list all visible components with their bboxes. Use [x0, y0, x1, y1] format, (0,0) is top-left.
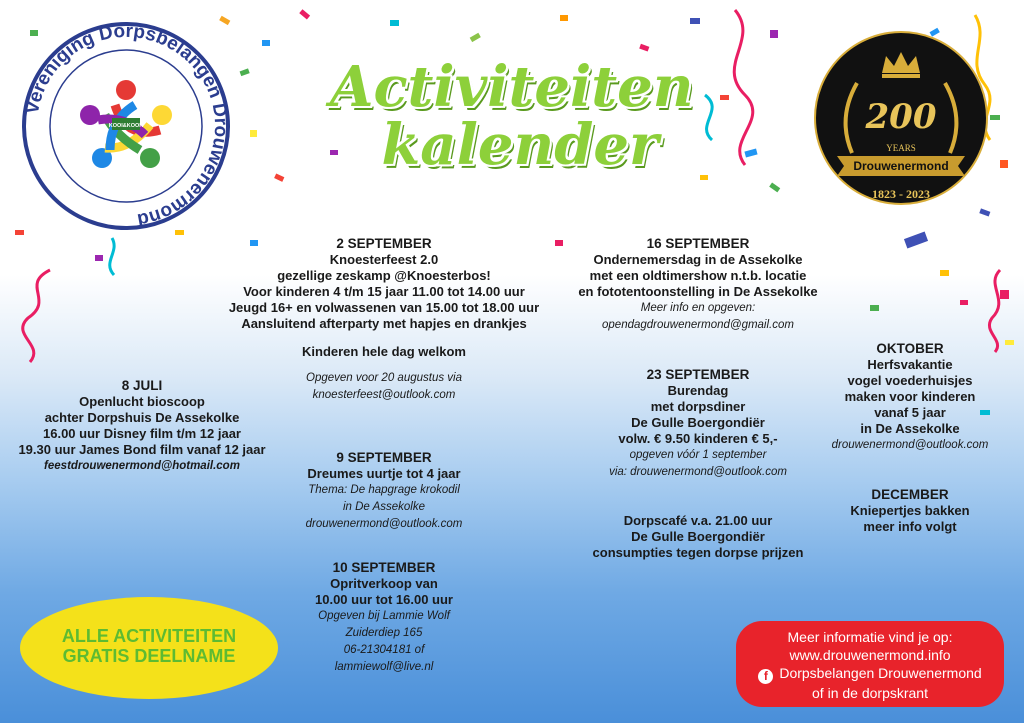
- sep9-location: in De Assekolke: [342, 501, 426, 513]
- info-line-1: Meer informatie vind je op:: [787, 629, 953, 645]
- anniversary-number: 200: [865, 97, 937, 137]
- sep2-heading: 2 SEPTEMBER: [336, 236, 432, 251]
- sep10-italic: Opgeven bij Lammie Wolf: [318, 610, 450, 622]
- cafe-line: consumpties tegen dorpse prijzen: [592, 545, 804, 560]
- july-line: Openlucht bioscoop: [79, 394, 205, 409]
- event-sep10: [262, 560, 506, 676]
- october-line: in De Assekolke: [860, 421, 960, 436]
- october-line: vanaf 5 jaar: [874, 405, 946, 420]
- sep10-italic: 06-21304181 of: [343, 644, 425, 656]
- sep2-note: Kinderen hele dag welkom: [302, 344, 466, 359]
- sep10-heading: 10 SEPTEMBER: [332, 560, 436, 575]
- sep9-theme: Thema: De hapgrage krokodil: [308, 484, 460, 496]
- sep9-line: Dreumes uurtje tot 4 jaar: [307, 466, 461, 481]
- dorpsbelangen-logo: [20, 20, 232, 232]
- streamer-left-cyan: [110, 238, 114, 275]
- july-email[interactable]: feestdrouwenermond@hotmail.com: [44, 460, 240, 472]
- anniversary-name: Drouwenermond: [853, 159, 949, 173]
- streamer-cyan: [705, 95, 712, 140]
- sep10-email[interactable]: lammiewolf@live.nl: [334, 661, 434, 673]
- streamer-left-pink: [23, 270, 50, 362]
- sep16-email[interactable]: opendagdrouwenermond@gmail.com: [602, 319, 794, 331]
- free-participation-badge: [20, 597, 278, 699]
- title-line-1: Activiteiten: [330, 54, 694, 120]
- july-line: 19.30 uur James Bond film vanaf 12 jaar: [18, 442, 266, 457]
- sep10-line: 10.00 uur tot 16.00 uur: [315, 592, 453, 607]
- sep2-signup: Opgeven voor 20 augustus via: [306, 372, 462, 384]
- december-line: Kniepertjes bakken: [850, 503, 970, 518]
- october-heading: OKTOBER: [876, 341, 944, 356]
- sep10-line: Opritverkoop van: [330, 576, 438, 591]
- logo-ring-text: Vereniging Dorpsbelangen Drouwenermond: [21, 20, 232, 231]
- event-sep2: [212, 236, 556, 404]
- sep23-heading: 23 SEPTEMBER: [646, 367, 750, 382]
- december-heading: DECEMBER: [871, 487, 949, 502]
- more-info-box: [736, 621, 1004, 707]
- website-link[interactable]: www.drouwenermond.info: [789, 647, 951, 663]
- anniversary-years: YEARS: [886, 143, 916, 153]
- facebook-link[interactable]: [736, 664, 1004, 684]
- page-title: [330, 54, 694, 178]
- cafe-line: Dorpscafé v.a. 21.00 uur: [623, 513, 773, 528]
- sep16-line: met een oldtimershow n.t.b. locatie: [589, 268, 807, 283]
- sep23-line: met dorpsdiner: [650, 399, 746, 414]
- sep2-line: Knoesterfeest 2.0: [329, 252, 439, 267]
- july-line: 16.00 uur Disney film t/m 12 jaar: [43, 426, 241, 441]
- info-line-4: of in de dorpskrant: [812, 685, 928, 701]
- december-line: meer info volgt: [863, 519, 957, 534]
- sep2-line: Voor kinderen 4 t/m 15 jaar 11.00 tot 14.00 uur: [243, 284, 525, 299]
- facebook-label: Dorpsbelangen Drouwenermond: [779, 665, 982, 681]
- event-december: [810, 487, 1010, 535]
- sep2-line: Aansluitend afterparty met hapjes en drankjes: [241, 316, 527, 331]
- july-line: achter Dorpshuis De Assekolke: [44, 410, 240, 425]
- free-line-2: GRATIS DEELNAME: [62, 646, 236, 666]
- title-line-2: kalender: [381, 112, 659, 178]
- event-cafe: [568, 513, 828, 561]
- sep16-info: Meer info en opgeven:: [640, 302, 756, 314]
- sep2-line: Jeugd 16+ en volwassenen van 15.00 tot 18.00 uur: [228, 300, 540, 315]
- sep9-heading: 9 SEPTEMBER: [336, 450, 432, 465]
- event-october: [810, 341, 1010, 454]
- event-sep23: [568, 367, 828, 481]
- event-sep16: [558, 236, 838, 334]
- event-sep9: [262, 450, 506, 533]
- anniversary-logo: [812, 18, 990, 218]
- july-heading: 8 JULI: [121, 378, 163, 393]
- sep16-line: Ondernemersdag in de Assekolke: [593, 252, 803, 267]
- sep2-email[interactable]: knoesterfeest@outlook.com: [312, 389, 456, 401]
- sep23-italic: opgeven vóór 1 september: [629, 449, 767, 461]
- logo-center-label: KOOI&KOOK: [108, 123, 144, 129]
- october-line: maken voor kinderen: [844, 389, 976, 404]
- sep2-line: gezellige zeskamp @Knoesterbos!: [277, 268, 491, 283]
- sep9-email[interactable]: drouwenermond@outlook.com: [305, 518, 463, 530]
- cafe-line: De Gulle Boergondiër: [631, 529, 765, 544]
- facebook-icon: f: [758, 669, 773, 684]
- sep16-heading: 16 SEPTEMBER: [646, 236, 750, 251]
- sep16-line: en fototentoonstelling in De Assekolke: [578, 284, 818, 299]
- october-line: vogel voederhuisjes: [847, 373, 973, 388]
- streamer-right-pink: [989, 270, 1000, 352]
- anniversary-dates: 1823 - 2023: [872, 187, 930, 201]
- sep23-line: volw. € 9.50 kinderen € 5,-: [618, 431, 778, 446]
- sep23-email[interactable]: via: drouwenermond@outlook.com: [609, 466, 787, 478]
- october-line: Herfsvakantie: [867, 357, 953, 372]
- sep10-italic: Zuiderdiep 165: [345, 627, 423, 639]
- free-line-1: ALLE ACTIVITEITEN: [61, 626, 237, 646]
- sep23-line: Burendag: [667, 383, 729, 398]
- sep23-line: De Gulle Boergondiër: [631, 415, 765, 430]
- october-email[interactable]: drouwenermond@outlook.com: [831, 439, 989, 451]
- streamer-pink: [734, 10, 753, 165]
